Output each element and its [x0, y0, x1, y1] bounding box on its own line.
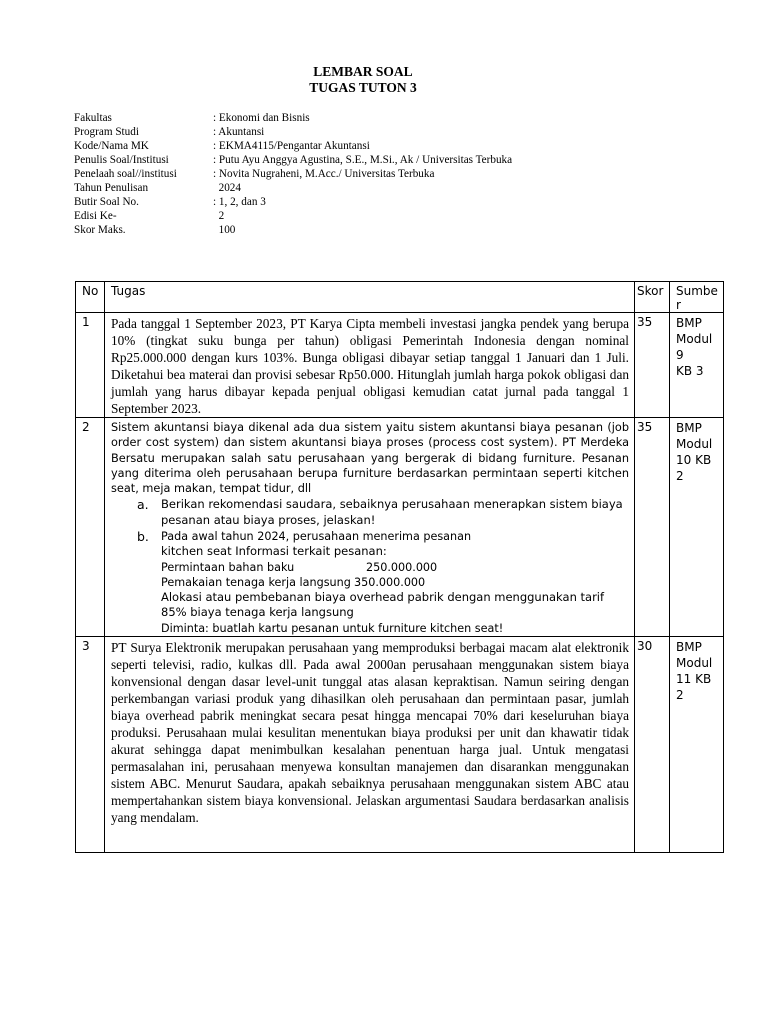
meta-value: : Putu Ayu Anggya Agustina, S.E., M.Si., Ak / Universitas Terbuka — [213, 154, 513, 166]
sub-question-text: Berikan rekomendasi saudara, sebaiknya perusahaan menerapkan sistem biaya pesanan atau biaya proses, jelaskan! — [161, 497, 623, 527]
table-row — [76, 418, 724, 637]
source-cell — [670, 636, 724, 852]
meta-row-tahun — [74, 181, 512, 195]
cost-item-label: Pemakaian tenaga kerja langsung — [161, 575, 351, 589]
question-cell — [105, 313, 635, 418]
header-sumber-line: Sumbe — [676, 284, 718, 298]
row-number: 2 — [76, 418, 105, 637]
meta-value: : EKMA4115/Pengantar Akuntansi — [213, 140, 370, 152]
sub-question-line: Pada awal tahun 2024, perusahaan menerima pesanan — [161, 530, 472, 544]
question-cell — [105, 418, 635, 637]
meta-row-butir-soal — [74, 195, 512, 209]
score-cell: 30 — [635, 636, 670, 852]
sub-question-line: Alokasi atau pembebanan biaya overhead pabrik dengan menggunakan tarif 85% biaya tenaga kerja langsung — [161, 589, 605, 620]
sub-question-a — [111, 497, 629, 528]
meta-value: : Ekonomi dan Bisnis — [213, 112, 310, 124]
source-line: BMP — [676, 421, 702, 435]
sub-question-line: kitchen seat Informasi terkait pesanan: — [161, 544, 387, 559]
meta-row-fakultas — [74, 111, 512, 125]
cost-item — [161, 560, 629, 575]
question-table — [75, 281, 724, 853]
table-row — [76, 636, 724, 852]
header-sumber — [670, 282, 724, 313]
question-cell — [105, 636, 635, 852]
row-number: 1 — [76, 313, 105, 418]
meta-label: Butir Soal No. — [74, 196, 139, 208]
meta-label: Penulis Soal/Institusi — [74, 154, 169, 166]
meta-row-penulis — [74, 153, 512, 167]
cost-item-value: 350.000.000 — [354, 575, 426, 589]
meta-value: : Akuntansi — [213, 126, 265, 138]
meta-value: : Novita Nugraheni, M.Acc./ Universitas Terbuka — [213, 168, 435, 180]
source-line: Modul — [676, 655, 713, 670]
sub-question-body — [161, 529, 629, 635]
source-line: BMP — [676, 639, 702, 654]
meta-label: Skor Maks. — [74, 224, 126, 236]
meta-row-edisi — [74, 209, 512, 223]
header-tugas: Tugas — [105, 282, 635, 313]
meta-label: Fakultas — [74, 112, 112, 124]
sub-marker: b. — [137, 529, 149, 545]
meta-label: Kode/Nama MK — [74, 140, 149, 152]
score-cell: 35 — [635, 418, 670, 637]
meta-label: Program Studi — [74, 126, 139, 138]
sub-marker: a. — [137, 497, 149, 513]
meta-row-program-studi — [74, 125, 512, 139]
meta-row-skor-maks — [74, 223, 512, 237]
source-line: 11 KB — [676, 671, 712, 686]
score-cell: 35 — [635, 313, 670, 418]
source-cell — [670, 313, 724, 418]
sub-question-b — [111, 529, 629, 635]
document-title: LEMBAR SOAL — [313, 64, 413, 79]
header-no: No — [76, 282, 105, 313]
course-info — [74, 111, 512, 237]
row-number: 3 — [76, 636, 105, 852]
cost-item-value: 250.000.000 — [366, 560, 438, 574]
source-line: Modul — [676, 437, 713, 451]
question-intro: Sistem akuntansi biaya dikenal ada dua sistem yaitu sistem akuntansi biaya pesanan (job order cost system) dan sistem akuntansi biaya proses (process cost system). PT Merdeka Bersatu merupakan salah satu perusahaan yang bergerak di bidang furniture. Pesanan yang diterima oleh perusahaan berupa furniture berdasarkan permintaan seperti kitchen seat, meja makan, tempat tidur, dll — [111, 421, 629, 496]
meta-row-kode-mk — [74, 139, 512, 153]
source-cell — [670, 418, 724, 637]
source-line: KB 3 — [676, 364, 704, 378]
source-line: 2 — [676, 469, 684, 483]
source-line: Modul 9 — [676, 332, 713, 362]
sub-question-line: Diminta: buatlah kartu pesanan untuk furniture kitchen seat! — [161, 621, 504, 635]
cost-item — [161, 575, 629, 590]
source-line: BMP — [676, 316, 702, 330]
document-subtitle: TUGAS TUTON 3 — [309, 80, 417, 95]
meta-row-penelaah — [74, 167, 512, 181]
header-skor: Skor — [635, 282, 670, 313]
table-row — [76, 313, 724, 418]
header-sumber-line: r — [676, 298, 681, 312]
meta-value: 2024 — [213, 182, 241, 194]
table-header-row — [76, 282, 724, 313]
question-text: PT Surya Elektronik merupakan perusahaan yang memproduksi berbagai macam alat elektronik seperti televisi, radio, kulkas dll. Pada awal 2000an perusahaan menggunakan sistem biaya konvensional dengan dasar level-unit tunggal atas alasan kepraktisan. Namun seiring dengan perkembangan variasi produk yang dihasilkan oleh perusahaan dan permintaan pasar, jumlah biaya overhead pabrik meningkat secara pesat hingga mencapai 70% dari keseluruhan biaya produksi. Perusahaan mulai kesulitan menentukan biaya produksi per unit dan khawatir tidak akurat sehingga dapat menimbulkan kesalahan penentuan harga jual. Untuk mengatasi permasalahan ini, perusahaan menyewa konsultan manajemen dan disarankan menggunakan sistem ABC. Menurut Saudara, apakah sebaiknya perusahaan menggunakan sistem ABC atau mempertahankan sistem biaya konvensional. Jelaskan argumentasi Saudara berdasarkan analisis yang mendalam. — [111, 639, 629, 825]
question-text: Pada tanggal 1 September 2023, PT Karya Cipta membeli investasi jangka pendek yang berupa 10% (tingkat suku bunga per tahun) obligasi Pemerintah Indonesia dengan nominal Rp25.000.000 dengan kurs 103%. Bunga obligasi dibayar setiap tanggal 1 Januari dan 1 Juli. Diketahui bea materai dan provisi sebesar Rp50.000. Hitunglah jumlah harga pokok obligasi dan jumlah yang harus dibayar kepada penjual obligasi kemudian catat jurnal pada tanggal 1 September 2023. — [111, 316, 629, 416]
meta-value: 2 — [213, 210, 225, 222]
source-line: 10 KB — [676, 453, 712, 467]
meta-value: 100 — [213, 224, 236, 236]
meta-label: Edisi Ke- — [74, 210, 117, 222]
meta-label: Tahun Penulisan — [74, 182, 149, 194]
cost-item-label: Permintaan bahan baku — [161, 560, 295, 574]
source-line: 2 — [676, 687, 684, 702]
meta-label: Penelaah soal//institusi — [74, 168, 177, 180]
meta-value: : 1, 2, dan 3 — [213, 196, 266, 208]
